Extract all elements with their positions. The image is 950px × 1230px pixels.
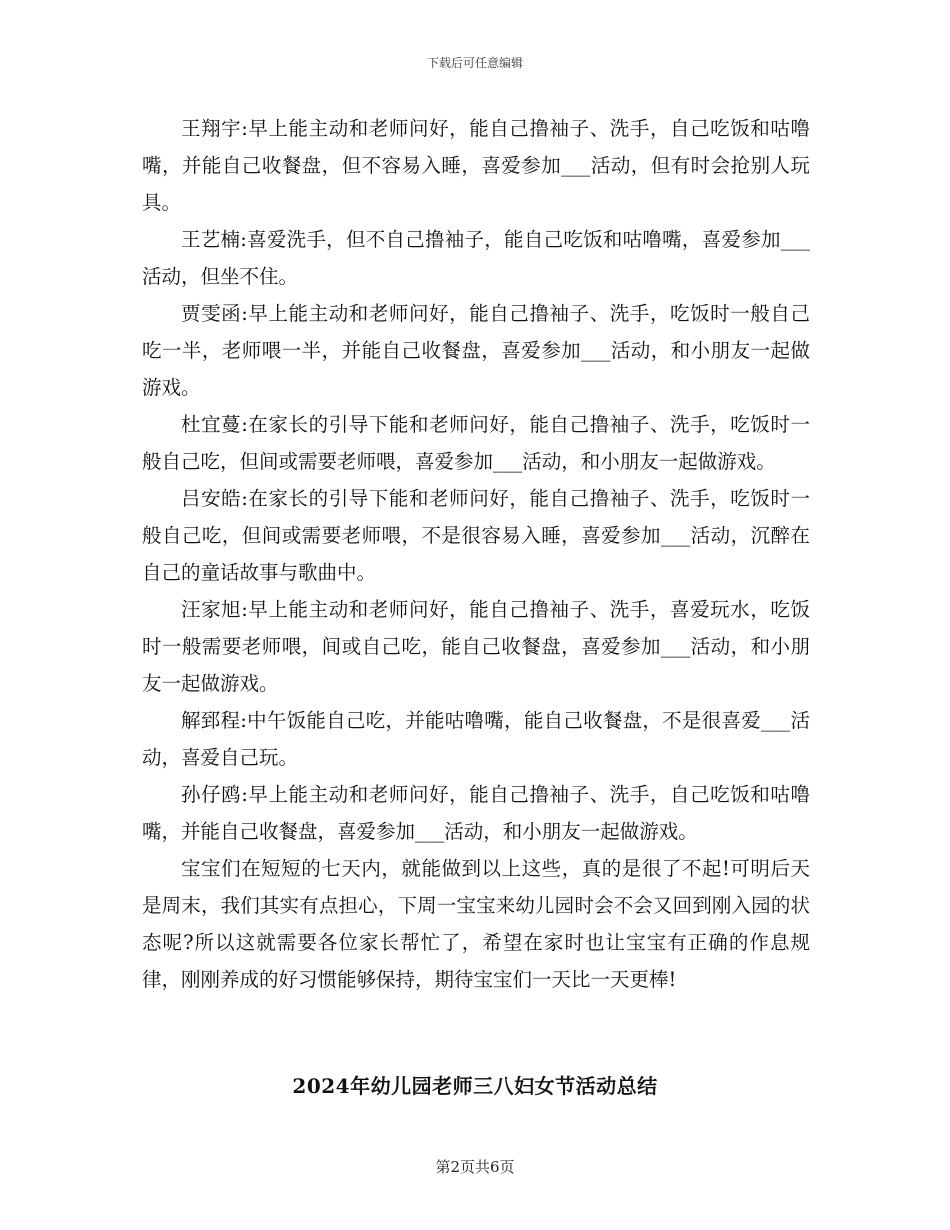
paragraph-wang-xiangyu: 王翔宇:早上能主动和老师问好，能自己撸袖子、洗手，自己吃饭和咕噜嘴，并能自己收餐盘，但不容易入睡，喜爱参加___活动，但有时会抢别人玩具。 <box>142 117 810 214</box>
paragraph-lv-anhao: 吕安皓:在家长的引导下能和老师问好，能自己撸袖子、洗手，吃饭时一般自己吃，但间或需要老师喂，不是很容易入睡，喜爱参加___活动，沉醉在自己的童话故事与歌曲中。 <box>142 487 810 584</box>
paragraph-du-yiman: 杜宜蔓:在家长的引导下能和老师问好，能自己撸袖子、洗手，吃饭时一般自己吃，但间或需要老师喂，喜爱参加___活动，和小朋友一起做游戏。 <box>142 413 810 473</box>
page-number: 第2页共6页 <box>435 1158 515 1176</box>
section-title: 2024年幼儿园老师三八妇女节活动总结 <box>292 1074 658 1098</box>
paragraph-xie-zhicheng: 解郅程:中午饭能自己吃，并能咕噜嘴，能自己收餐盘，不是很喜爱___活动，喜爱自己玩。 <box>142 709 810 769</box>
paragraph-sun-ziou: 孙仔鸥:早上能主动和老师问好，能自己撸袖子、洗手，自己吃饭和咕噜嘴，并能自己收餐盘，喜爱参加___活动，和小朋友一起做游戏。 <box>142 783 810 843</box>
paragraph-wang-jiaxu: 汪家旭:早上能主动和老师问好，能自己撸袖子、洗手，喜爱玩水，吃饭时一般需要老师喂，间或自己吃，能自己收餐盘，喜爱参加___活动，和小朋友一起做游戏。 <box>142 598 810 695</box>
header-note: 下载后可任意编辑 <box>426 56 523 70</box>
paragraph-wang-yinan: 王艺楠:喜爱洗手，但不自己撸袖子，能自己吃饭和咕噜嘴，喜爱参加___活动，但坐不住。 <box>142 228 810 288</box>
paragraph-jia-wenhan: 贾雯函:早上能主动和老师问好，能自己撸袖子、洗手，吃饭时一般自己吃一半，老师喂一半，并能自己收餐盘，喜爱参加___活动，和小朋友一起做游戏。 <box>142 302 810 399</box>
document-body <box>142 110 810 998</box>
paragraph-summary: 宝宝们在短短的七天内，就能做到以上这些，真的是很了不起!可明后天是周末，我们其实有点担心，下周一宝宝来幼儿园时会不会又回到刚入园的状态呢?所以这就需要各位家长帮忙了，希望在家时也让宝宝有正确的作息规律，刚刚养成的好习惯能够保持，期待宝宝们一天比一天更棒! <box>142 857 810 991</box>
